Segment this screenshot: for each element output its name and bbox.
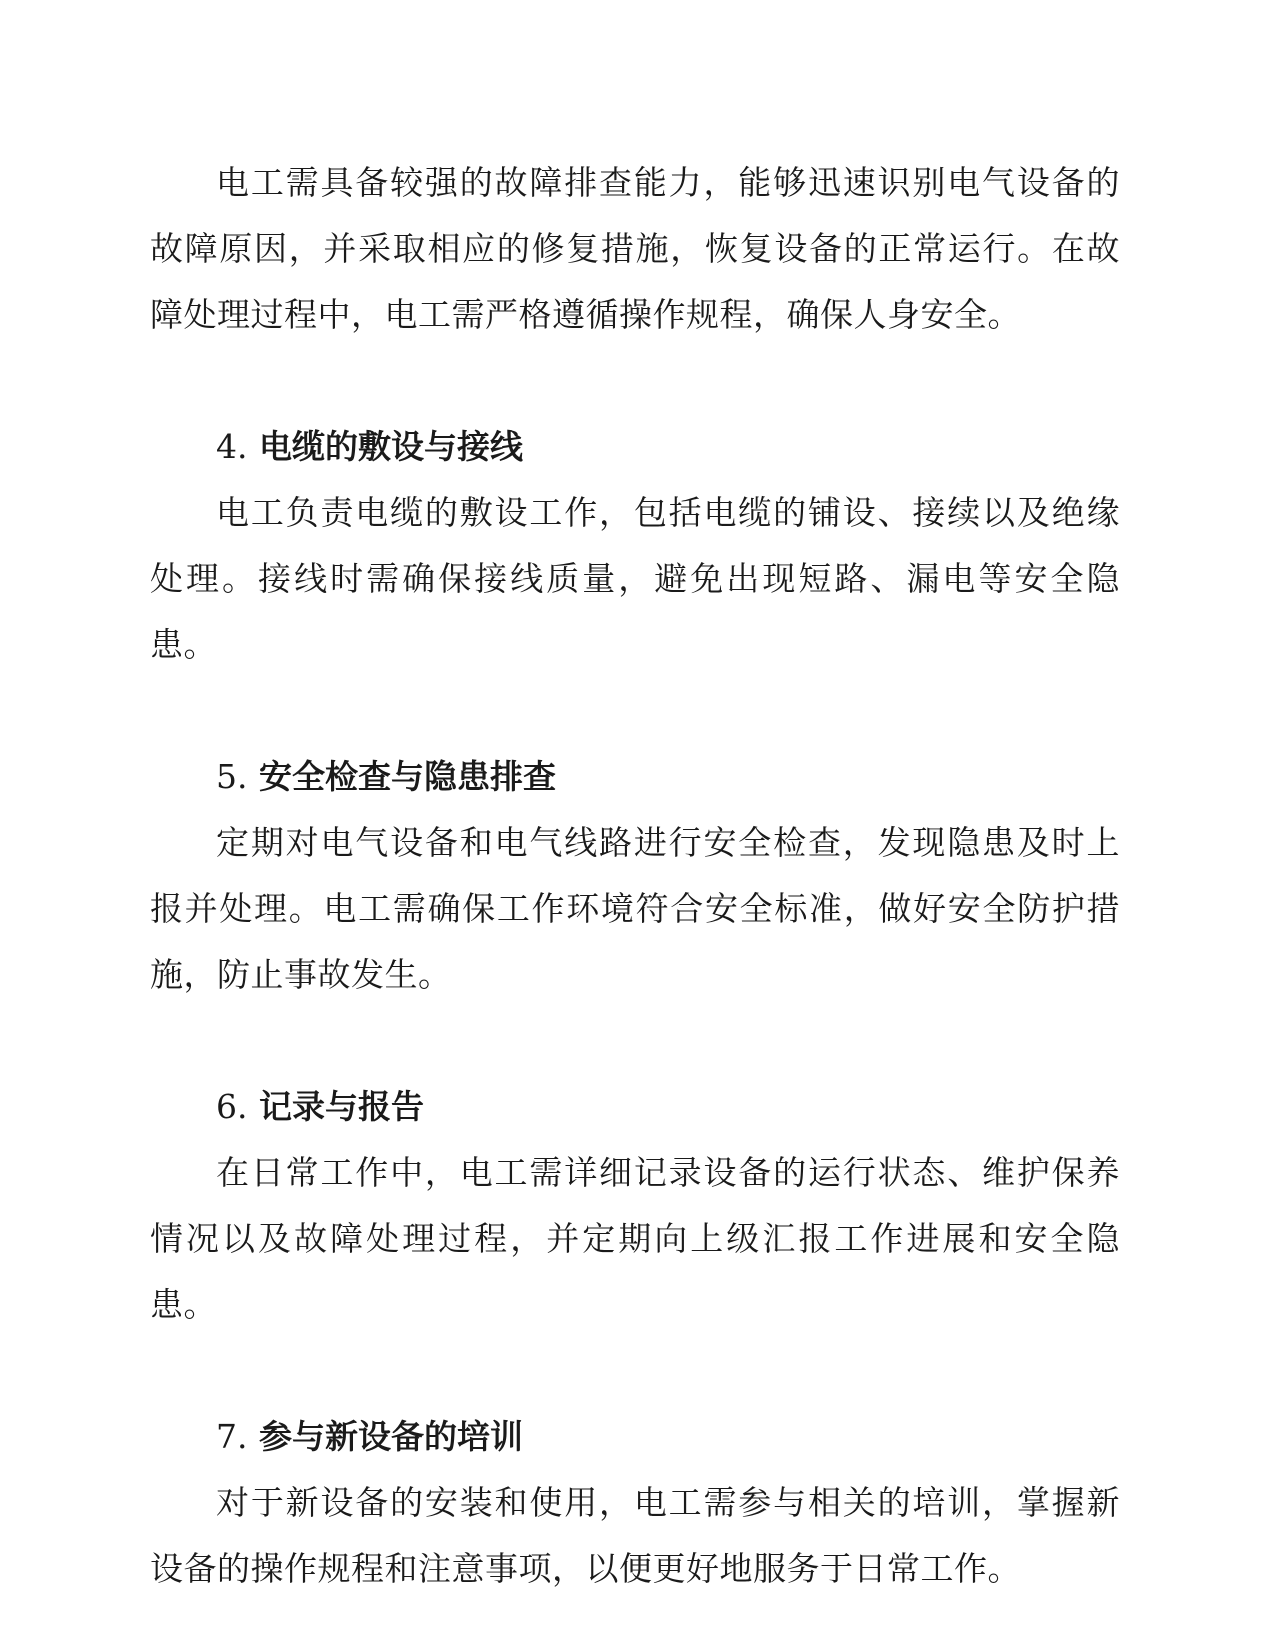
heading-safety-inspection (150, 744, 1120, 810)
heading-cable-laying (150, 414, 1120, 480)
section-gap (150, 1338, 1120, 1404)
heading-records-reports (150, 1074, 1120, 1140)
heading-new-equipment-training (150, 1404, 1120, 1470)
paragraph-records-reports: 在日常工作中，电工需详细记录设备的运行状态、维护保养情况以及故障处理过程，并定期向上级汇报工作进展和安全隐患。 (150, 1153, 1120, 1324)
heading-number: 7. (216, 1417, 248, 1456)
heading-text: 参与新设备的培训 (259, 1417, 523, 1456)
paragraph-safety-inspection: 定期对电气设备和电气线路进行安全检查，发现隐患及时上报并处理。电工需确保工作环境符合安全标准，做好安全防护措施，防止事故发生。 (150, 823, 1120, 994)
section-gap (150, 1008, 1120, 1074)
heading-number: 4. (216, 427, 248, 466)
heading-text: 安全检查与隐患排查 (259, 757, 556, 796)
heading-number: 6. (216, 1087, 248, 1126)
paragraph-cable-laying: 电工负责电缆的敷设工作，包括电缆的铺设、接续以及绝缘处理。接线时需确保接线质量，避免出现短路、漏电等安全隐患。 (150, 493, 1120, 664)
heading-text: 记录与报告 (259, 1087, 424, 1126)
paragraph-new-equipment-training: 对于新设备的安装和使用，电工需参与相关的培训，掌握新设备的操作规程和注意事项，以便更好地服务于日常工作。 (150, 1483, 1120, 1588)
section-gap (150, 348, 1120, 414)
section-gap (150, 678, 1120, 744)
paragraph-fault-handling: 电工需具备较强的故障排查能力，能够迅速识别电气设备的故障原因，并采取相应的修复措施，恢复设备的正常运行。在故障处理过程中，电工需严格遵循操作规程，确保人身安全。 (150, 163, 1120, 334)
heading-text: 电缆的敷设与接线 (259, 427, 523, 466)
document-page (150, 150, 1120, 1602)
heading-number: 5. (216, 757, 248, 796)
